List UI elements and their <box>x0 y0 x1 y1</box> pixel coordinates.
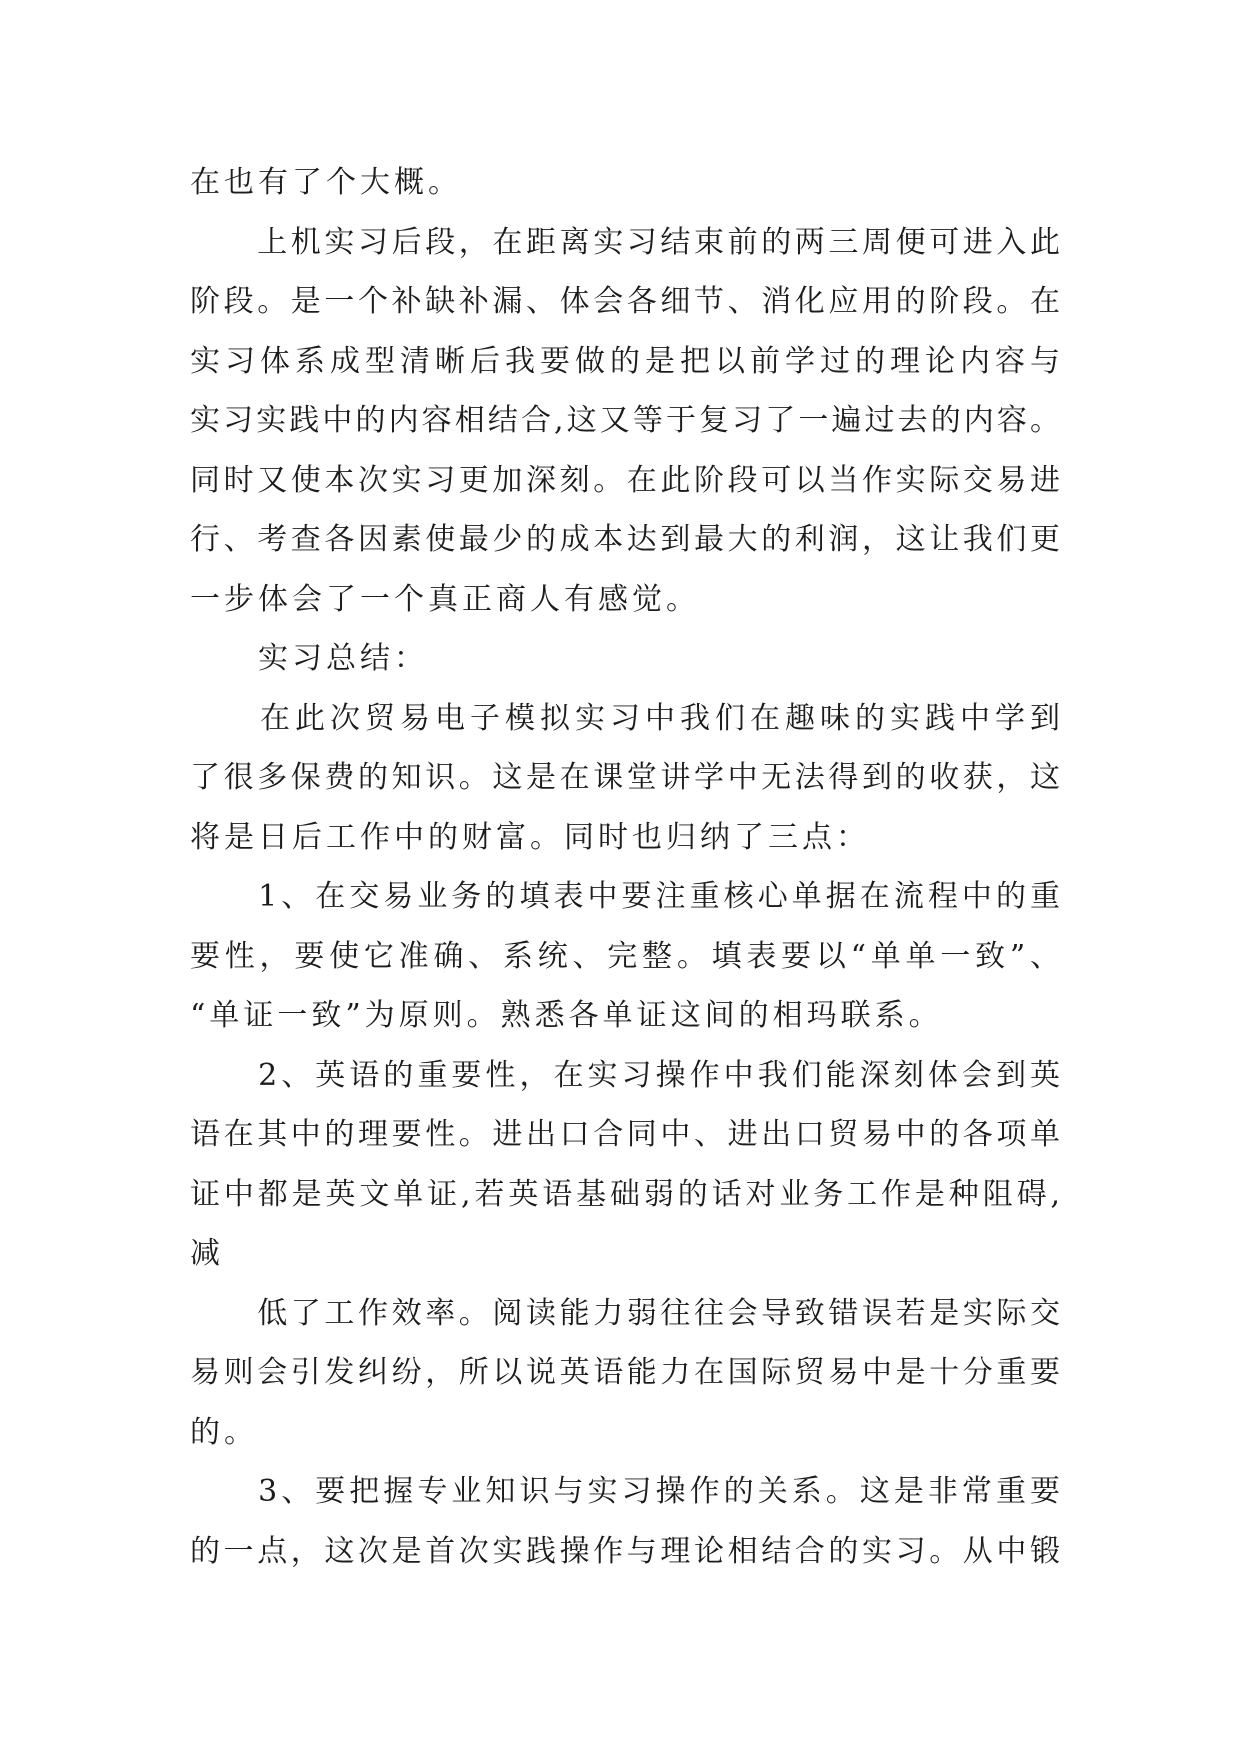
text-line: 实习实践中的内容相结合,这又等于复习了一遍过去的内容。 <box>190 403 1060 438</box>
text-line: 减 <box>190 1236 224 1271</box>
text-line: 低了工作效率。阅读能力弱往往会导致错误若是实际交 <box>190 1296 1060 1331</box>
text-line: 3、要把握专业知识与实习操作的关系。这是非常重要 <box>190 1474 1060 1509</box>
text-line: 1、在交易业务的填表中要注重核心单据在流程中的重 <box>190 879 1060 914</box>
text-line: “单证一致”为原则。熟悉各单证这间的相玛联系。 <box>190 998 943 1033</box>
text-line: 的一点，这次是首次实践操作与理论相结合的实习。从中锻 <box>190 1534 1060 1569</box>
text-line: 易则会引发纠纷，所以说英语能力在国际贸易中是十分重要 <box>190 1355 1060 1390</box>
text-line: 一步体会了一个真正商人有感觉。 <box>190 582 700 617</box>
text-line: 将是日后工作中的财富。同时也归纳了三点： <box>190 820 870 855</box>
text-line: 在也有了个大概。 <box>190 165 462 200</box>
text-line: 要性，要使它准确、系统、完整。填表要以“单单一致”、 <box>190 939 1060 974</box>
text-line: 的。 <box>190 1415 258 1450</box>
text-line: 实习体系成型清晰后我要做的是把以前学过的理论内容与 <box>190 344 1060 379</box>
text-line: 阶段。是一个补缺补漏、体会各细节、消化应用的阶段。在 <box>190 284 1060 319</box>
text-line: 行、考查各因素使最少的成本达到最大的利润，这让我们更 <box>190 522 1060 557</box>
text-line: 证中都是英文单证,若英语基础弱的话对业务工作是种阻碍, <box>190 1177 1060 1212</box>
text-line: 在此次贸易电子模拟实习中我们在趣味的实践中学到 <box>190 701 1060 736</box>
text-line: 2、英语的重要性，在实习操作中我们能深刻体会到英 <box>190 1058 1060 1093</box>
section-heading: 实习总结： <box>190 641 428 676</box>
text-line: 同时又使本次实习更加深刻。在此阶段可以当作实际交易进 <box>190 463 1060 498</box>
text-line: 语在其中的理要性。进出口合同中、进出口贸易中的各项单 <box>190 1117 1060 1152</box>
text-line: 上机实习后段，在距离实习结束前的两三周便可进入此 <box>190 225 1060 260</box>
text-line: 了很多保费的知识。这是在课堂讲学中无法得到的收获，这 <box>190 760 1060 795</box>
